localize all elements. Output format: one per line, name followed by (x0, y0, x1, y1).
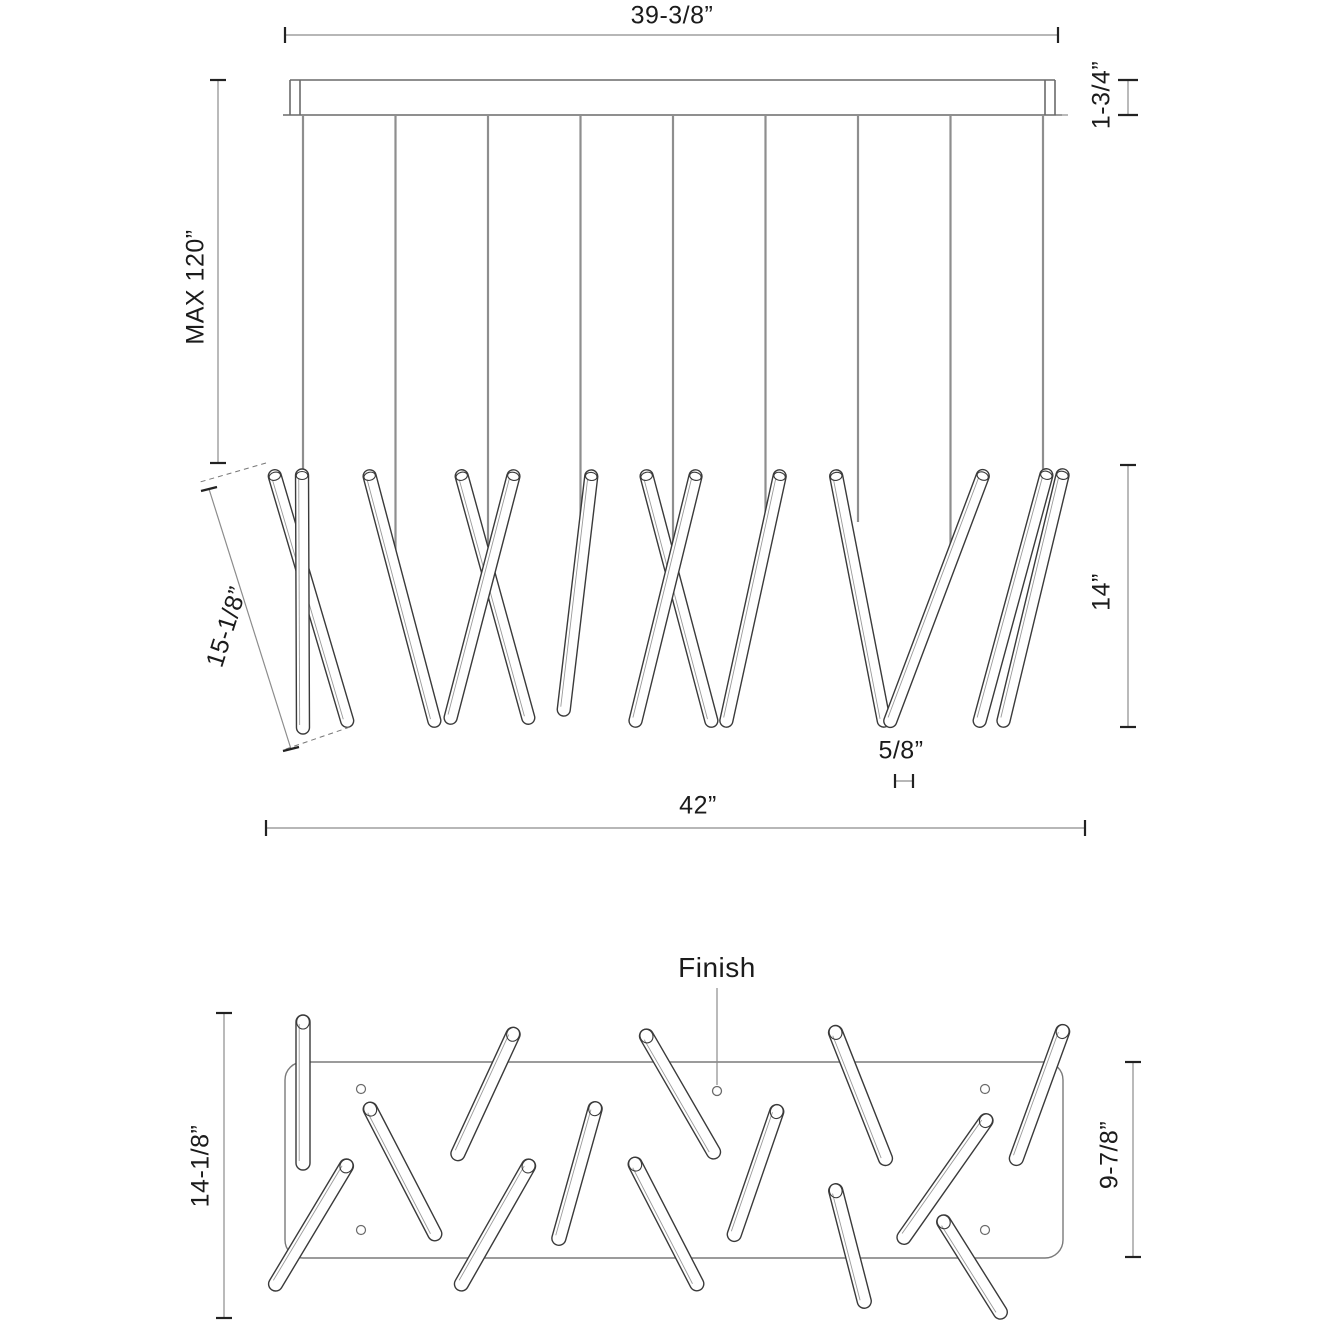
led-tube-front-10-shade (833, 479, 880, 718)
led-tube-front-9 (719, 469, 788, 729)
led-tube-front-7-body (639, 468, 720, 728)
led-tube-front-2-body (296, 469, 310, 734)
led-tube-front-2 (296, 469, 310, 734)
led-tube-front-3-shade (367, 480, 430, 720)
led-tube-front-6-body (557, 469, 599, 717)
led-tube-front-10 (829, 469, 892, 728)
led-tube-front-9-body (719, 469, 788, 729)
dim-cluster-height-label: 14” (1087, 573, 1116, 611)
dim-overall-width-label: 42” (679, 791, 717, 820)
dim-rod-diameter-label: 5/8” (878, 736, 924, 765)
led-tube-front-5-body (443, 468, 522, 725)
dim-max-drop-label: MAX 120” (181, 229, 210, 345)
finish-callout-label: Finish (678, 952, 756, 983)
finish-leader-dot (713, 1087, 722, 1096)
led-tube-front-4-shade (459, 480, 524, 717)
led-tube-front-3-body (362, 468, 443, 728)
extension-dashed-1 (283, 727, 350, 750)
mounting-hole-3 (981, 1085, 990, 1094)
led-tube-front-11 (882, 468, 991, 730)
led-tube-front-6 (557, 469, 599, 717)
led-tube-front-1-body (267, 468, 355, 729)
led-tube-front-9-shade (724, 478, 776, 717)
mounting-hole-4 (981, 1226, 990, 1235)
led-tube-plan-1-body (296, 1015, 310, 1170)
dim-top-width-label: 39-3/8” (630, 1, 714, 30)
led-tube-front-3 (362, 468, 443, 728)
led-tube-front-4-body (454, 468, 537, 725)
mounting-hole-1 (357, 1085, 366, 1094)
led-tube-front-10-body (829, 469, 892, 728)
led-tube-plan-1 (296, 1015, 310, 1170)
led-tube-front-5 (443, 468, 522, 725)
extension-dashed-0 (200, 463, 266, 482)
led-tube-front-8-body (628, 468, 704, 728)
dim-plate-depth-label: 9-7/8” (1095, 1120, 1124, 1190)
canopy-fill (290, 80, 1055, 115)
led-tube-front-4 (454, 468, 537, 725)
mounting-hole-2 (357, 1226, 366, 1235)
dim-plan-height-label: 14-1/8” (186, 1124, 215, 1208)
dim-canopy-height-label: 1-3/4” (1087, 60, 1116, 130)
led-tube-front-11-shade (888, 477, 979, 717)
led-tube-front-1 (267, 468, 355, 729)
led-tube-front-7-shade (644, 480, 707, 720)
dim-rod-length-label: 15-1/8” (200, 583, 253, 671)
led-tube-front-8 (628, 468, 704, 728)
led-tube-front-7 (639, 468, 720, 728)
